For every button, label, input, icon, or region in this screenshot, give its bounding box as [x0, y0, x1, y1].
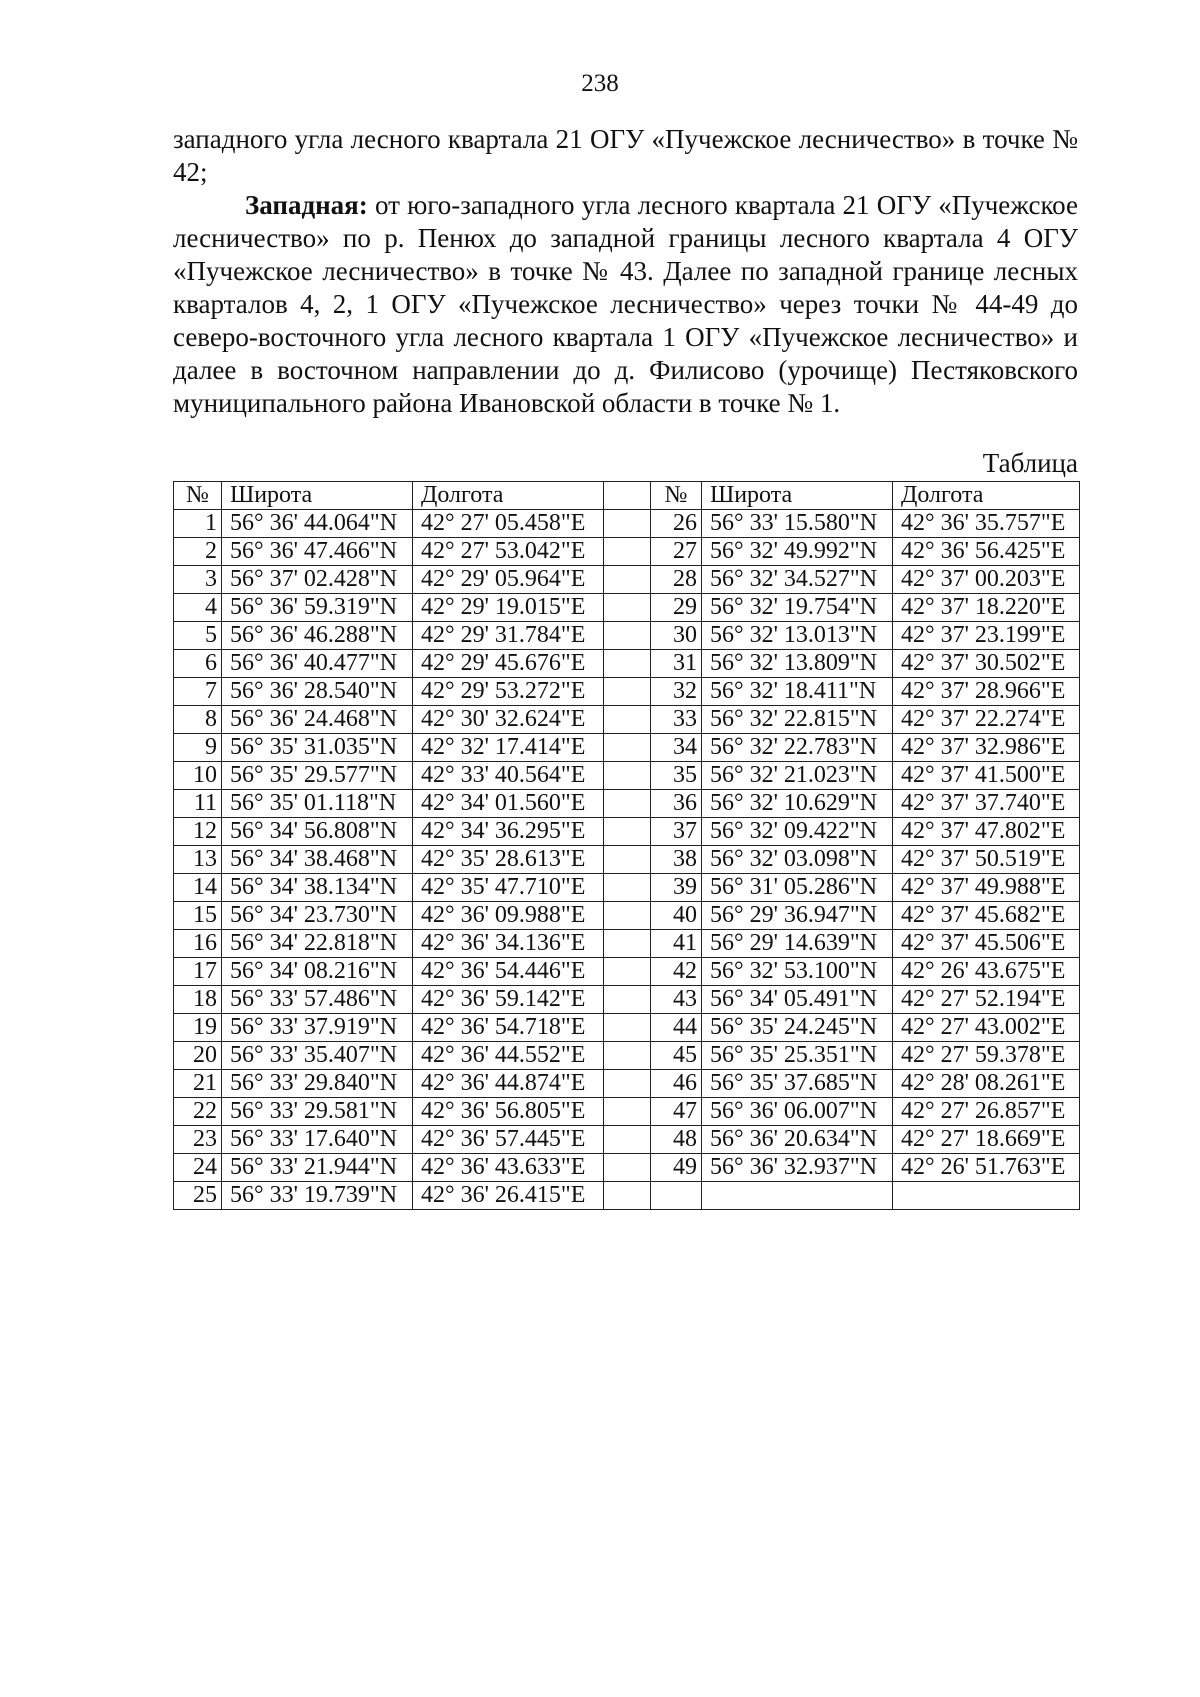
latitude-cell: 56° 32' 22.815"N	[702, 706, 893, 734]
latitude-cell: 56° 32' 21.023"N	[702, 762, 893, 790]
point-number-cell: 42	[651, 958, 702, 986]
longitude-cell: 42° 36' 44.874"E	[413, 1070, 604, 1098]
longitude-cell: 42° 29' 45.676"E	[413, 650, 604, 678]
table-row	[174, 874, 1080, 902]
header-longitude-left: Долгота	[413, 482, 604, 510]
point-number-cell: 47	[651, 1098, 702, 1126]
table-row	[174, 1014, 1080, 1042]
longitude-cell: 42° 27' 18.669"E	[893, 1126, 1080, 1154]
longitude-cell: 42° 34' 36.295"E	[413, 818, 604, 846]
table-spacer-cell	[604, 1098, 651, 1126]
point-number-cell: 38	[651, 846, 702, 874]
point-number-cell: 17	[174, 958, 222, 986]
paragraph-continuation: западного угла лесного квартала 21 ОГУ «Пучежское лесничество» в точке № 42;	[173, 124, 1078, 187]
latitude-cell: 56° 33' 21.944"N	[222, 1154, 413, 1182]
table-row	[174, 1182, 1080, 1210]
point-number-cell: 8	[174, 706, 222, 734]
longitude-cell: 42° 37' 22.274"E	[893, 706, 1080, 734]
latitude-cell: 56° 36' 46.288"N	[222, 622, 413, 650]
point-number-cell: 26	[651, 510, 702, 538]
latitude-cell: 56° 34' 23.730"N	[222, 902, 413, 930]
longitude-cell: 42° 37' 47.802"E	[893, 818, 1080, 846]
point-number-cell: 30	[651, 622, 702, 650]
point-number-cell: 6	[174, 650, 222, 678]
point-number-cell: 49	[651, 1154, 702, 1182]
point-number-cell: 29	[651, 594, 702, 622]
point-number-cell: 33	[651, 706, 702, 734]
longitude-cell: 42° 33' 40.564"E	[413, 762, 604, 790]
latitude-cell: 56° 32' 34.527"N	[702, 566, 893, 594]
latitude-cell: 56° 35' 01.118"N	[222, 790, 413, 818]
longitude-cell: 42° 36' 54.446"E	[413, 958, 604, 986]
coordinates-table-body	[174, 510, 1080, 1210]
table-spacer-cell	[604, 930, 651, 958]
table-spacer-cell	[604, 1070, 651, 1098]
table-row	[174, 538, 1080, 566]
point-number-cell: 22	[174, 1098, 222, 1126]
table-spacer-cell	[604, 650, 651, 678]
point-number-cell: 39	[651, 874, 702, 902]
point-number-cell: 41	[651, 930, 702, 958]
longitude-cell: 42° 28' 08.261"E	[893, 1070, 1080, 1098]
table-row	[174, 958, 1080, 986]
latitude-cell: 56° 34' 22.818"N	[222, 930, 413, 958]
longitude-cell: 42° 36' 09.988"E	[413, 902, 604, 930]
table-spacer-cell	[604, 594, 651, 622]
latitude-cell: 56° 29' 14.639"N	[702, 930, 893, 958]
longitude-cell: 42° 26' 51.763"E	[893, 1154, 1080, 1182]
point-number-cell: 34	[651, 734, 702, 762]
table-row	[174, 818, 1080, 846]
latitude-cell: 56° 36' 28.540"N	[222, 678, 413, 706]
latitude-cell: 56° 34' 05.491"N	[702, 986, 893, 1014]
point-number-cell: 12	[174, 818, 222, 846]
table-row	[174, 1126, 1080, 1154]
longitude-cell: 42° 37' 49.988"E	[893, 874, 1080, 902]
longitude-cell: 42° 27' 26.857"E	[893, 1098, 1080, 1126]
point-number-cell: 5	[174, 622, 222, 650]
latitude-cell: 56° 32' 09.422"N	[702, 818, 893, 846]
latitude-cell: 56° 36' 47.466"N	[222, 538, 413, 566]
table-row	[174, 1042, 1080, 1070]
header-latitude-right: Широта	[702, 482, 893, 510]
longitude-cell: 42° 35' 28.613"E	[413, 846, 604, 874]
longitude-cell: 42° 37' 30.502"E	[893, 650, 1080, 678]
point-number-cell: 43	[651, 986, 702, 1014]
point-number-cell: 1	[174, 510, 222, 538]
latitude-cell: 56° 33' 37.919"N	[222, 1014, 413, 1042]
header-number-left: №	[174, 482, 222, 510]
header-latitude-left: Широта	[222, 482, 413, 510]
longitude-cell: 42° 37' 28.966"E	[893, 678, 1080, 706]
point-number-cell: 7	[174, 678, 222, 706]
table-spacer-cell	[604, 818, 651, 846]
table-spacer-cell	[604, 510, 651, 538]
point-number-cell: 37	[651, 818, 702, 846]
paragraph-western-boundary	[173, 189, 1078, 420]
table-spacer-cell	[604, 482, 651, 510]
table-row	[174, 762, 1080, 790]
table-row	[174, 1070, 1080, 1098]
latitude-cell: 56° 33' 29.581"N	[222, 1098, 413, 1126]
point-number-cell: 15	[174, 902, 222, 930]
header-longitude-right: Долгота	[893, 482, 1080, 510]
table-row	[174, 734, 1080, 762]
latitude-cell: 56° 31' 05.286"N	[702, 874, 893, 902]
longitude-cell: 42° 27' 43.002"E	[893, 1014, 1080, 1042]
table-spacer-cell	[604, 902, 651, 930]
longitude-cell: 42° 37' 32.986"E	[893, 734, 1080, 762]
table-spacer-cell	[604, 566, 651, 594]
table-spacer-cell	[604, 846, 651, 874]
point-number-cell: 21	[174, 1070, 222, 1098]
table-header-row	[174, 482, 1080, 510]
table-spacer-cell	[604, 734, 651, 762]
coordinates-table	[173, 481, 1080, 1210]
table-spacer-cell	[604, 790, 651, 818]
longitude-cell: 42° 36' 59.142"E	[413, 986, 604, 1014]
table-row	[174, 678, 1080, 706]
latitude-cell: 56° 36' 06.007"N	[702, 1098, 893, 1126]
longitude-cell: 42° 27' 52.194"E	[893, 986, 1080, 1014]
latitude-cell: 56° 32' 18.411"N	[702, 678, 893, 706]
table-row	[174, 566, 1080, 594]
point-number-cell: 2	[174, 538, 222, 566]
table-row	[174, 1098, 1080, 1126]
point-number-cell: 20	[174, 1042, 222, 1070]
longitude-cell: 42° 30' 32.624"E	[413, 706, 604, 734]
latitude-cell: 56° 35' 29.577"N	[222, 762, 413, 790]
longitude-cell: 42° 37' 18.220"E	[893, 594, 1080, 622]
table-spacer-cell	[604, 538, 651, 566]
point-number-cell: 4	[174, 594, 222, 622]
longitude-cell: 42° 29' 05.964"E	[413, 566, 604, 594]
longitude-cell: 42° 36' 56.805"E	[413, 1098, 604, 1126]
longitude-cell: 42° 36' 35.757"E	[893, 510, 1080, 538]
point-number-cell: 23	[174, 1126, 222, 1154]
longitude-cell: 42° 32' 17.414"E	[413, 734, 604, 762]
latitude-cell: 56° 34' 56.808"N	[222, 818, 413, 846]
table-spacer-cell	[604, 1042, 651, 1070]
point-number-cell	[651, 1182, 702, 1210]
longitude-cell: 42° 36' 34.136"E	[413, 930, 604, 958]
latitude-cell: 56° 32' 13.809"N	[702, 650, 893, 678]
point-number-cell: 45	[651, 1042, 702, 1070]
point-number-cell: 13	[174, 846, 222, 874]
latitude-cell: 56° 33' 15.580"N	[702, 510, 893, 538]
page-number: 238	[581, 70, 619, 97]
longitude-cell	[893, 1182, 1080, 1210]
longitude-cell: 42° 36' 43.633"E	[413, 1154, 604, 1182]
longitude-cell: 42° 37' 50.519"E	[893, 846, 1080, 874]
point-number-cell: 36	[651, 790, 702, 818]
longitude-cell: 42° 36' 56.425"E	[893, 538, 1080, 566]
point-number-cell: 24	[174, 1154, 222, 1182]
latitude-cell: 56° 36' 20.634"N	[702, 1126, 893, 1154]
latitude-cell: 56° 35' 24.245"N	[702, 1014, 893, 1042]
longitude-cell: 42° 35' 47.710"E	[413, 874, 604, 902]
section-heading: Западная:	[245, 190, 368, 220]
point-number-cell: 9	[174, 734, 222, 762]
point-number-cell: 3	[174, 566, 222, 594]
longitude-cell: 42° 36' 54.718"E	[413, 1014, 604, 1042]
latitude-cell: 56° 29' 36.947"N	[702, 902, 893, 930]
longitude-cell: 42° 37' 00.203"E	[893, 566, 1080, 594]
table-spacer-cell	[604, 1014, 651, 1042]
table-row	[174, 622, 1080, 650]
longitude-cell: 42° 37' 45.506"E	[893, 930, 1080, 958]
table-row	[174, 846, 1080, 874]
point-number-cell: 48	[651, 1126, 702, 1154]
point-number-cell: 19	[174, 1014, 222, 1042]
table-spacer-cell	[604, 1182, 651, 1210]
point-number-cell: 31	[651, 650, 702, 678]
latitude-cell: 56° 35' 37.685"N	[702, 1070, 893, 1098]
table-spacer-cell	[604, 874, 651, 902]
latitude-cell	[702, 1182, 893, 1210]
table-row	[174, 930, 1080, 958]
table-row	[174, 1154, 1080, 1182]
table-caption: Таблица	[982, 448, 1078, 478]
latitude-cell: 56° 32' 13.013"N	[702, 622, 893, 650]
latitude-cell: 56° 36' 32.937"N	[702, 1154, 893, 1182]
point-number-cell: 10	[174, 762, 222, 790]
latitude-cell: 56° 33' 17.640"N	[222, 1126, 413, 1154]
longitude-cell: 42° 29' 19.015"E	[413, 594, 604, 622]
latitude-cell: 56° 32' 03.098"N	[702, 846, 893, 874]
table-row	[174, 706, 1080, 734]
point-number-cell: 18	[174, 986, 222, 1014]
latitude-cell: 56° 32' 19.754"N	[702, 594, 893, 622]
table-spacer-cell	[604, 678, 651, 706]
table-row	[174, 986, 1080, 1014]
latitude-cell: 56° 32' 53.100"N	[702, 958, 893, 986]
longitude-cell: 42° 37' 45.682"E	[893, 902, 1080, 930]
table-row	[174, 902, 1080, 930]
longitude-cell: 42° 26' 43.675"E	[893, 958, 1080, 986]
longitude-cell: 42° 27' 59.378"E	[893, 1042, 1080, 1070]
table-row	[174, 650, 1080, 678]
latitude-cell: 56° 37' 02.428"N	[222, 566, 413, 594]
point-number-cell: 16	[174, 930, 222, 958]
point-number-cell: 11	[174, 790, 222, 818]
longitude-cell: 42° 36' 57.445"E	[413, 1126, 604, 1154]
latitude-cell: 56° 36' 59.319"N	[222, 594, 413, 622]
table-spacer-cell	[604, 706, 651, 734]
longitude-cell: 42° 36' 26.415"E	[413, 1182, 604, 1210]
latitude-cell: 56° 35' 25.351"N	[702, 1042, 893, 1070]
longitude-cell: 42° 27' 05.458"E	[413, 510, 604, 538]
latitude-cell: 56° 33' 57.486"N	[222, 986, 413, 1014]
table-spacer-cell	[604, 958, 651, 986]
longitude-cell: 42° 27' 53.042"E	[413, 538, 604, 566]
latitude-cell: 56° 35' 31.035"N	[222, 734, 413, 762]
longitude-cell: 42° 37' 37.740"E	[893, 790, 1080, 818]
latitude-cell: 56° 33' 19.739"N	[222, 1182, 413, 1210]
point-number-cell: 14	[174, 874, 222, 902]
table-spacer-cell	[604, 762, 651, 790]
paragraph-body: от юго-западного угла лесного квартала 21 ОГУ «Пучежское лесничество» по р. Пенюх до западной границы лесного квартала 4 ОГУ «Пучежское лесничество» в точке № 43. Далее по западной границе лесных кварталов 4, 2, 1 ОГУ «Пучежское лесничество» через точки № 44-49 до северо-восточного угла лесного квартала 1 ОГУ «Пучежское лесничество» и далее в восточном направлении до д. Филисово (урочище) Пестяковского муниципального района Ивановской области в точке № 1.	[173, 190, 1078, 418]
point-number-cell: 46	[651, 1070, 702, 1098]
point-number-cell: 32	[651, 678, 702, 706]
point-number-cell: 25	[174, 1182, 222, 1210]
table-row	[174, 790, 1080, 818]
latitude-cell: 56° 34' 38.468"N	[222, 846, 413, 874]
point-number-cell: 27	[651, 538, 702, 566]
latitude-cell: 56° 33' 29.840"N	[222, 1070, 413, 1098]
table-spacer-cell	[604, 622, 651, 650]
latitude-cell: 56° 33' 35.407"N	[222, 1042, 413, 1070]
longitude-cell: 42° 37' 23.199"E	[893, 622, 1080, 650]
point-number-cell: 35	[651, 762, 702, 790]
latitude-cell: 56° 36' 44.064"N	[222, 510, 413, 538]
point-number-cell: 44	[651, 1014, 702, 1042]
longitude-cell: 42° 36' 44.552"E	[413, 1042, 604, 1070]
table-spacer-cell	[604, 1154, 651, 1182]
longitude-cell: 42° 37' 41.500"E	[893, 762, 1080, 790]
latitude-cell: 56° 32' 10.629"N	[702, 790, 893, 818]
header-number-right: №	[651, 482, 702, 510]
longitude-cell: 42° 34' 01.560"E	[413, 790, 604, 818]
table-spacer-cell	[604, 1126, 651, 1154]
table-row	[174, 594, 1080, 622]
latitude-cell: 56° 32' 22.783"N	[702, 734, 893, 762]
point-number-cell: 40	[651, 902, 702, 930]
latitude-cell: 56° 34' 38.134"N	[222, 874, 413, 902]
longitude-cell: 42° 29' 53.272"E	[413, 678, 604, 706]
latitude-cell: 56° 34' 08.216"N	[222, 958, 413, 986]
table-spacer-cell	[604, 986, 651, 1014]
point-number-cell: 28	[651, 566, 702, 594]
longitude-cell: 42° 29' 31.784"E	[413, 622, 604, 650]
table-row	[174, 510, 1080, 538]
latitude-cell: 56° 36' 40.477"N	[222, 650, 413, 678]
latitude-cell: 56° 36' 24.468"N	[222, 706, 413, 734]
latitude-cell: 56° 32' 49.992"N	[702, 538, 893, 566]
